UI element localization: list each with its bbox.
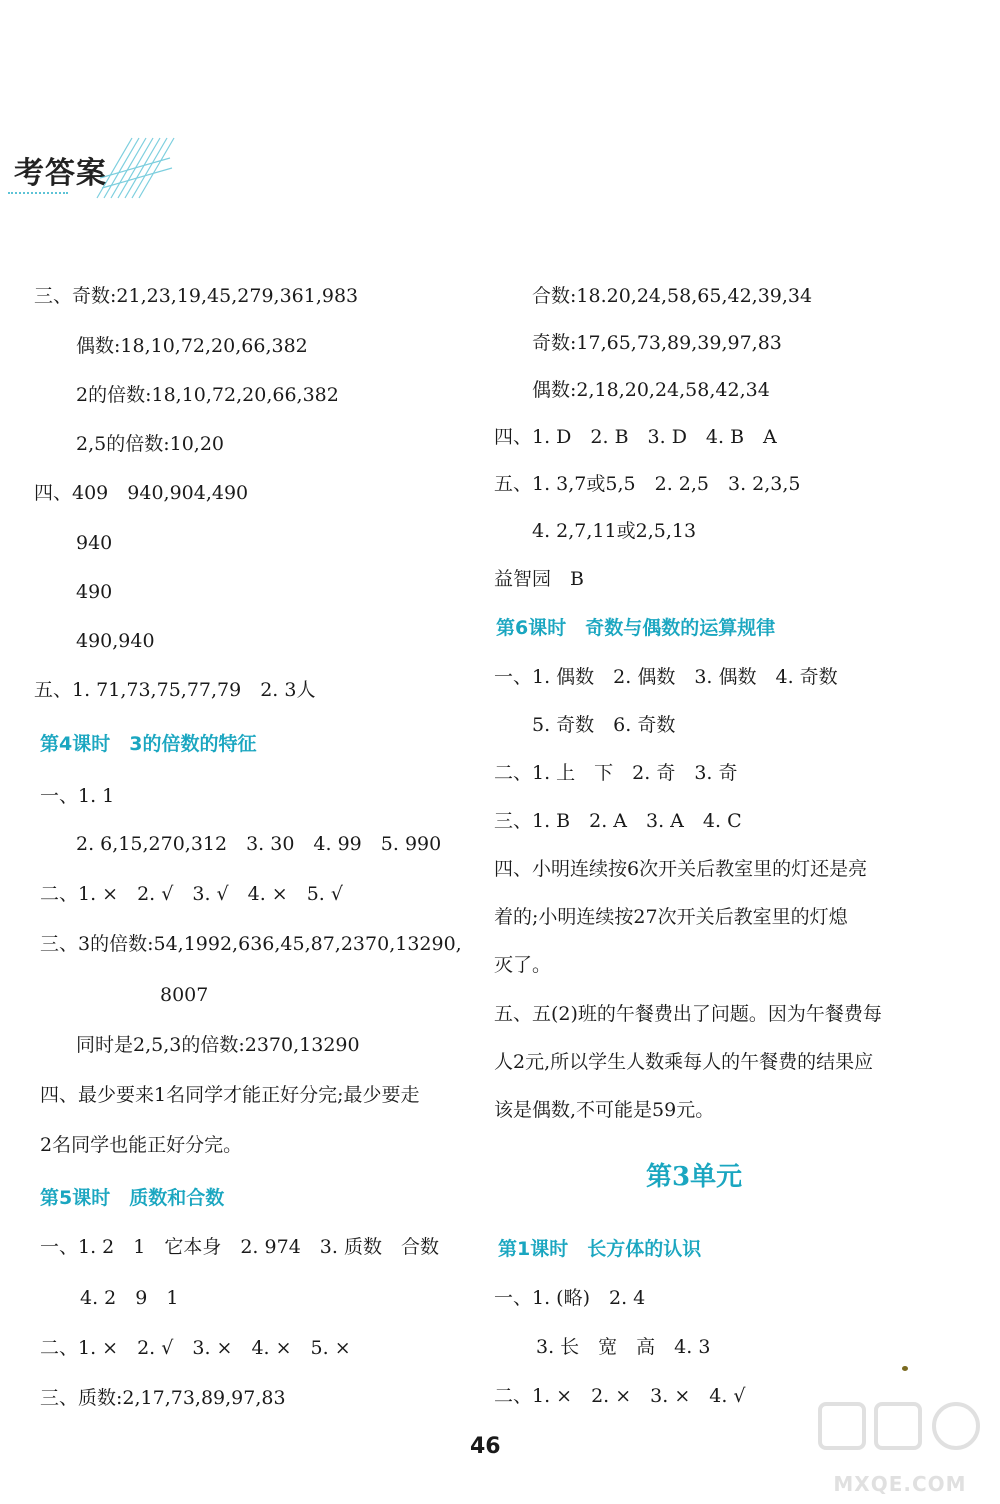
watermark-text: MXQE.COM	[833, 1472, 967, 1496]
unit-heading: 第3单元	[646, 1162, 743, 1192]
answer-line: 2名同学也能正好分完。	[40, 1134, 243, 1156]
section-heading: 第6课时 奇数与偶数的运算规律	[496, 617, 776, 639]
answer-line: 一、1. (略) 2. 4	[494, 1287, 646, 1309]
answer-line: 益智园 B	[494, 568, 584, 590]
answer-line: 奇数:17,65,73,89,39,97,83	[532, 332, 782, 354]
ink-speck	[902, 1366, 908, 1371]
answer-line: 4. 2 9 1	[80, 1287, 179, 1309]
answer-line: 灭了。	[494, 954, 552, 976]
watermark	[810, 1396, 990, 1496]
answer-line: 着的;小明连续按27次开关后教室里的灯熄	[494, 906, 848, 928]
answer-line: 该是偶数,不可能是59元。	[494, 1099, 715, 1121]
answer-line: 三、质数:2,17,73,89,97,83	[40, 1387, 286, 1409]
answer-line: 四、409 940,904,490	[34, 482, 249, 504]
answer-line: 二、1. × 2. √ 3. × 4. × 5. ×	[40, 1337, 351, 1359]
answer-line: 940	[76, 532, 113, 554]
answer-line: 五、五(2)班的午餐费出了问题。因为午餐费每	[494, 1003, 882, 1025]
answer-line: 二、1. × 2. √ 3. √ 4. × 5. √	[40, 883, 343, 905]
answer-line: 2. 6,15,270,312 3. 30 4. 99 5. 990	[76, 833, 442, 855]
answer-line: 四、1. D 2. B 3. D 4. B A	[494, 426, 777, 448]
answer-line: 五、1. 3,7或5,5 2. 2,5 3. 2,3,5	[494, 473, 801, 495]
answer-line: 三、3的倍数:54,1992,636,45,87,2370,13290,	[40, 933, 462, 955]
answer-line: 490	[76, 581, 113, 603]
section-heading: 第5课时 质数和合数	[40, 1187, 225, 1209]
answer-line: 合数:18.20,24,58,65,42,39,34	[532, 285, 813, 307]
answer-line: 490,940	[76, 630, 155, 652]
answer-line: 偶数:2,18,20,24,58,42,34	[532, 379, 770, 401]
answer-line: 四、小明连续按6次开关后教室里的灯还是亮	[494, 858, 868, 880]
header-dashes	[8, 192, 68, 198]
answer-line: 4. 2,7,11或2,5,13	[532, 520, 697, 542]
answer-line: 二、1. × 2. × 3. × 4. √	[494, 1385, 746, 1407]
answer-line: 8007	[160, 984, 209, 1006]
section-heading: 第4课时 3的倍数的特征	[40, 733, 257, 755]
answer-line: 三、1. B 2. A 3. A 4. C	[494, 810, 742, 832]
answer-line: 一、1. 偶数 2. 偶数 3. 偶数 4. 奇数	[494, 666, 838, 688]
header-decoration-icon	[92, 128, 182, 208]
answer-line: 一、1. 1	[40, 785, 115, 807]
watermark-logo-icon	[810, 1396, 990, 1466]
answer-line: 2的倍数:18,10,72,20,66,382	[76, 384, 339, 406]
header-title: 考答案	[14, 156, 107, 191]
answer-line: 3. 长 宽 高 4. 3	[536, 1336, 711, 1358]
section-heading: 第1课时 长方体的认识	[498, 1238, 702, 1260]
answer-line: 一、1. 2 1 它本身 2. 974 3. 质数 合数	[40, 1236, 439, 1258]
answer-line: 三、奇数:21,23,19,45,279,361,983	[34, 285, 359, 307]
answer-line: 2,5的倍数:10,20	[76, 433, 225, 455]
answer-line: 同时是2,5,3的倍数:2370,13290	[76, 1034, 360, 1056]
page-number: 46	[470, 1434, 501, 1459]
answer-line: 四、最少要来1名同学才能正好分完;最少要走	[40, 1084, 420, 1106]
answer-line: 五、1. 71,73,75,77,79 2. 3人	[34, 679, 316, 701]
answer-line: 5. 奇数 6. 奇数	[532, 714, 676, 736]
answer-line: 偶数:18,10,72,20,66,382	[76, 335, 308, 357]
answer-line: 二、1. 上 下 2. 奇 3. 奇	[494, 762, 738, 784]
answer-line: 人2元,所以学生人数乘每人的午餐费的结果应	[494, 1051, 874, 1073]
